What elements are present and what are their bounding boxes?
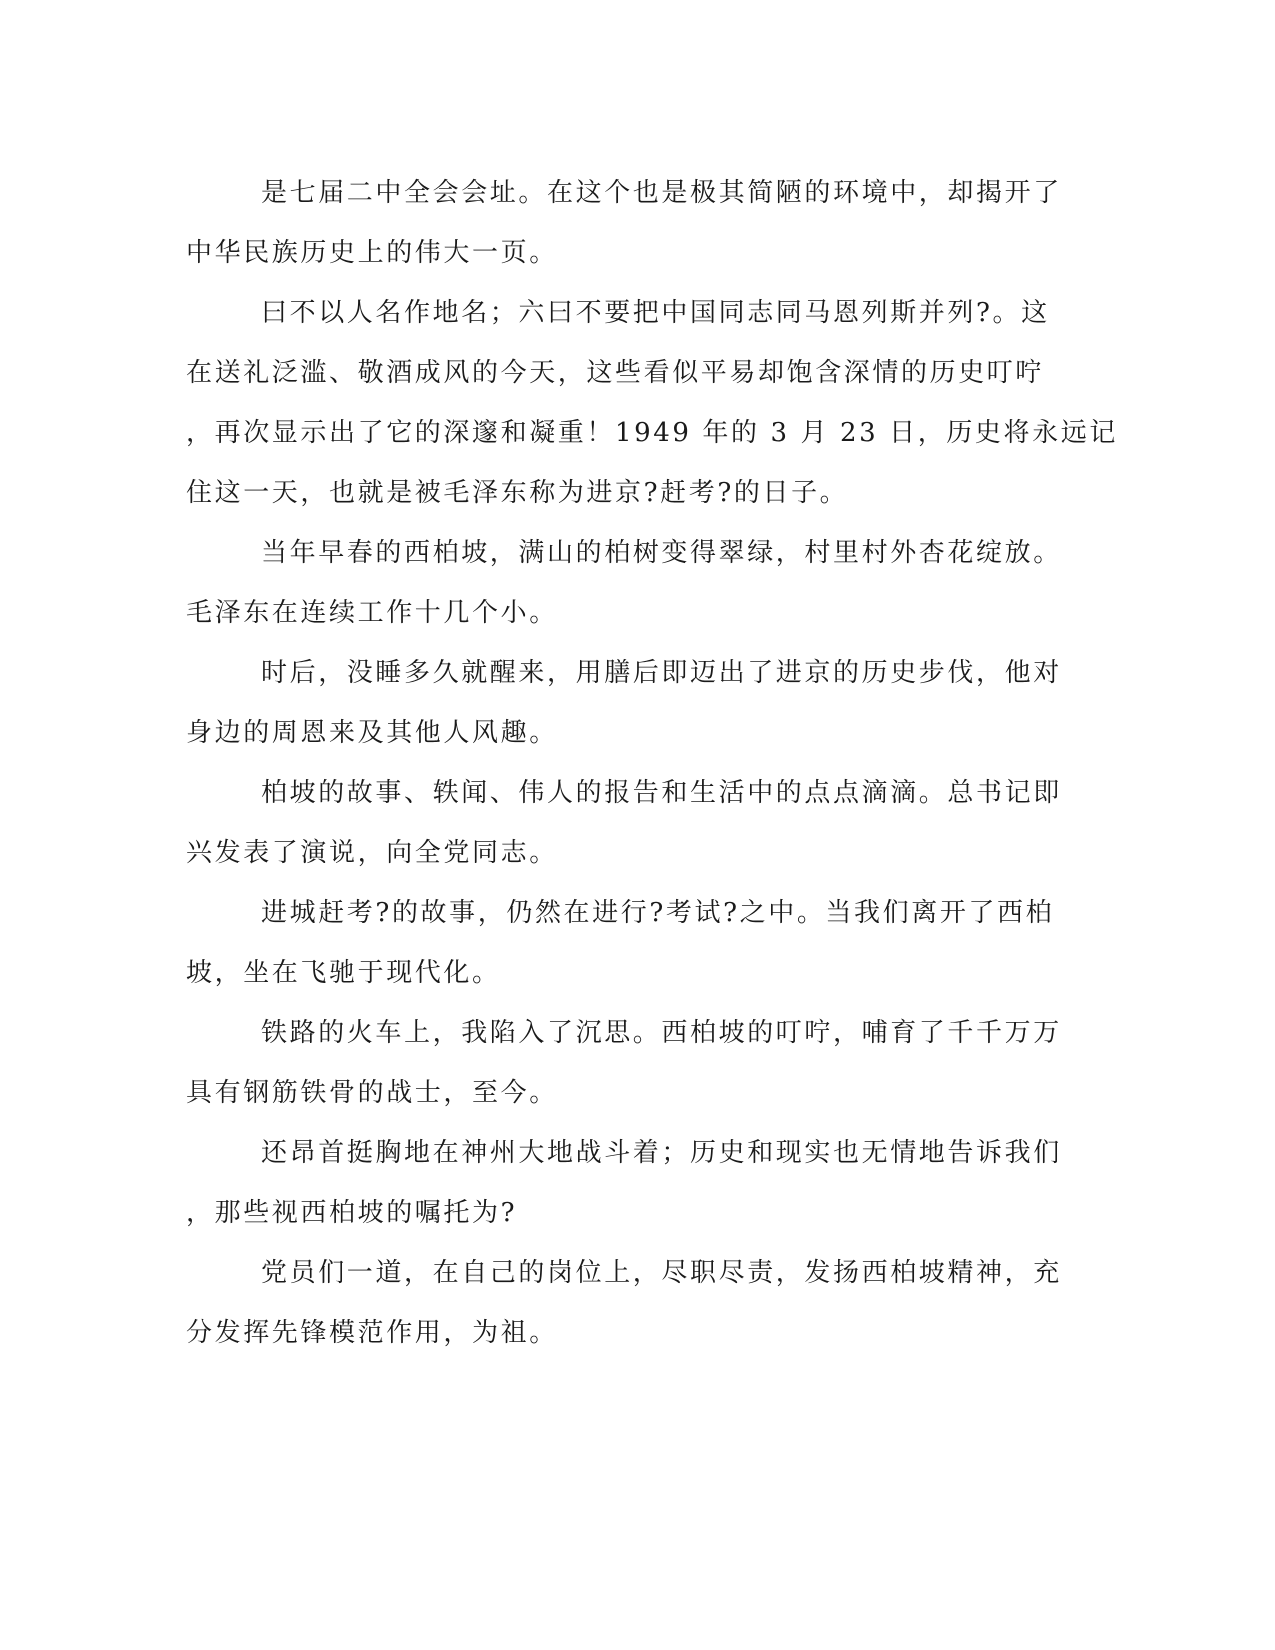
paragraph-2: [186, 283, 1118, 523]
paragraph-1: [186, 163, 1071, 283]
text-line: 是七届二中全会会址。在这个也是极其简陋的环境中，却揭开了: [261, 178, 1062, 208]
text-line: 兴发表了演说，向全党同志。: [186, 838, 558, 868]
text-line: 党员们一道，在自己的岗位上，尽职尽责，发扬西柏坡精神，充: [261, 1258, 1062, 1288]
text-line: 还昂首挺胸地在神州大地战斗着；历史和现实也无情地告诉我们: [261, 1138, 1062, 1168]
paragraph-5: [186, 763, 1071, 883]
text-line: ，再次显示出了它的深邃和凝重！1949 年的 3 月 23 日，历史将永远记: [186, 418, 1118, 448]
paragraph-9: [186, 1243, 1071, 1363]
text-line: 分发挥先锋模范作用，为祖。: [186, 1318, 558, 1348]
paragraph-8: [186, 1123, 1071, 1243]
text-line: 铁路的火车上，我陷入了沉思。西柏坡的叮咛，哺育了千千万万: [261, 1018, 1062, 1048]
text-line: 当年早春的西柏坡，满山的柏树变得翠绿，村里村外杏花绽放。: [261, 538, 1062, 568]
text-line: 中华民族历史上的伟大一页。: [186, 238, 558, 268]
text-line: 住这一天，也就是被毛泽东称为进京?赶考?的日子。: [186, 478, 849, 508]
text-line: 柏坡的故事、轶闻、伟人的报告和生活中的点点滴滴。总书记即: [261, 778, 1062, 808]
text-line: ，那些视西柏坡的嘱托为?: [186, 1198, 518, 1228]
paragraph-6: [186, 883, 1071, 1003]
text-line: 具有钢筋铁骨的战士，至今。: [186, 1078, 558, 1108]
paragraph-3: [186, 523, 1071, 643]
text-line: 时后，没睡多久就醒来，用膳后即迈出了进京的历史步伐，他对: [261, 658, 1062, 688]
text-line: 在送礼泛滥、敬酒成风的今天，这些看似平易却饱含深情的历史叮咛: [186, 358, 1045, 388]
body-text: [186, 163, 1118, 1363]
text-line: 坡，坐在飞驰于现代化。: [186, 958, 501, 988]
text-line: 进城赶考?的故事，仍然在进行?考试?之中。当我们离开了西柏: [261, 898, 1055, 928]
paragraph-7: [186, 1003, 1071, 1123]
text-line: 毛泽东在连续工作十几个小。: [186, 598, 558, 628]
text-line: 曰不以人名作地名；六曰不要把中国同志同马恩列斯并列?。这: [261, 298, 1050, 328]
paragraph-4: [186, 643, 1071, 763]
text-line: 身边的周恩来及其他人风趣。: [186, 718, 558, 748]
